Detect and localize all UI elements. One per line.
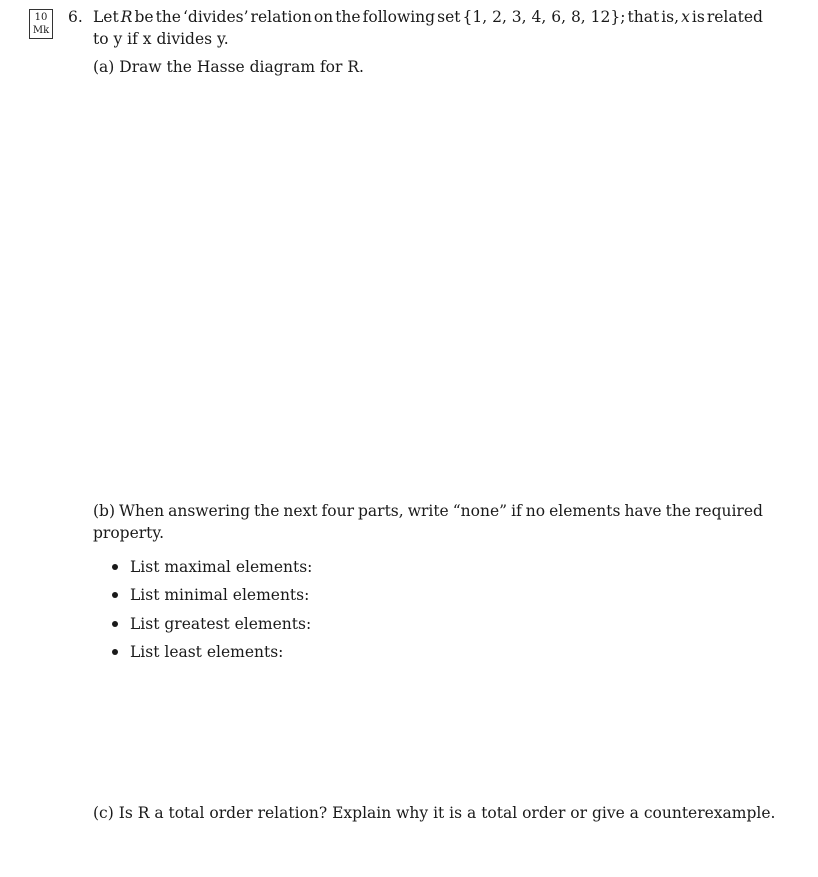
part-c-label: (c) — [93, 804, 114, 822]
list-item: List minimal elements: — [112, 585, 309, 605]
part-b-line-2: property. — [93, 524, 165, 542]
question-number: 6. — [68, 8, 83, 26]
list-item: List maximal elements: — [112, 557, 312, 577]
bullet-icon — [112, 592, 118, 598]
question-stem-line-1: Let R be the ‘divides’ relation on the following set {1, 2, 3, 4, 6, 8, 12}; that is, x is related — [93, 8, 763, 26]
marks-value: 10 — [34, 12, 48, 23]
part-c — [93, 803, 775, 823]
marks-box — [29, 9, 53, 39]
part-b-line-1: (b) When answering the next four parts, write “none” if no elements have the required — [93, 502, 763, 520]
part-a-label: (a) — [93, 58, 115, 76]
part-b-label: (b) — [93, 502, 116, 520]
bullet-icon — [112, 564, 118, 570]
part-a — [93, 57, 364, 77]
marks-unit: Mk — [32, 25, 50, 36]
bullet-icon — [112, 649, 118, 655]
list-item: List least elements: — [112, 642, 283, 662]
part-c-text: Is R a total order relation? Explain why it is a total order or give a counterexample. — [118, 804, 776, 822]
set-notation: {1, 2, 3, 4, 6, 8, 12}; — [462, 8, 626, 26]
list-item: List greatest elements: — [112, 614, 311, 634]
bullet-icon — [112, 621, 118, 627]
question-stem-line-2: to y if x divides y. — [93, 30, 229, 48]
part-a-text: Draw the Hasse diagram for R. — [119, 58, 364, 76]
